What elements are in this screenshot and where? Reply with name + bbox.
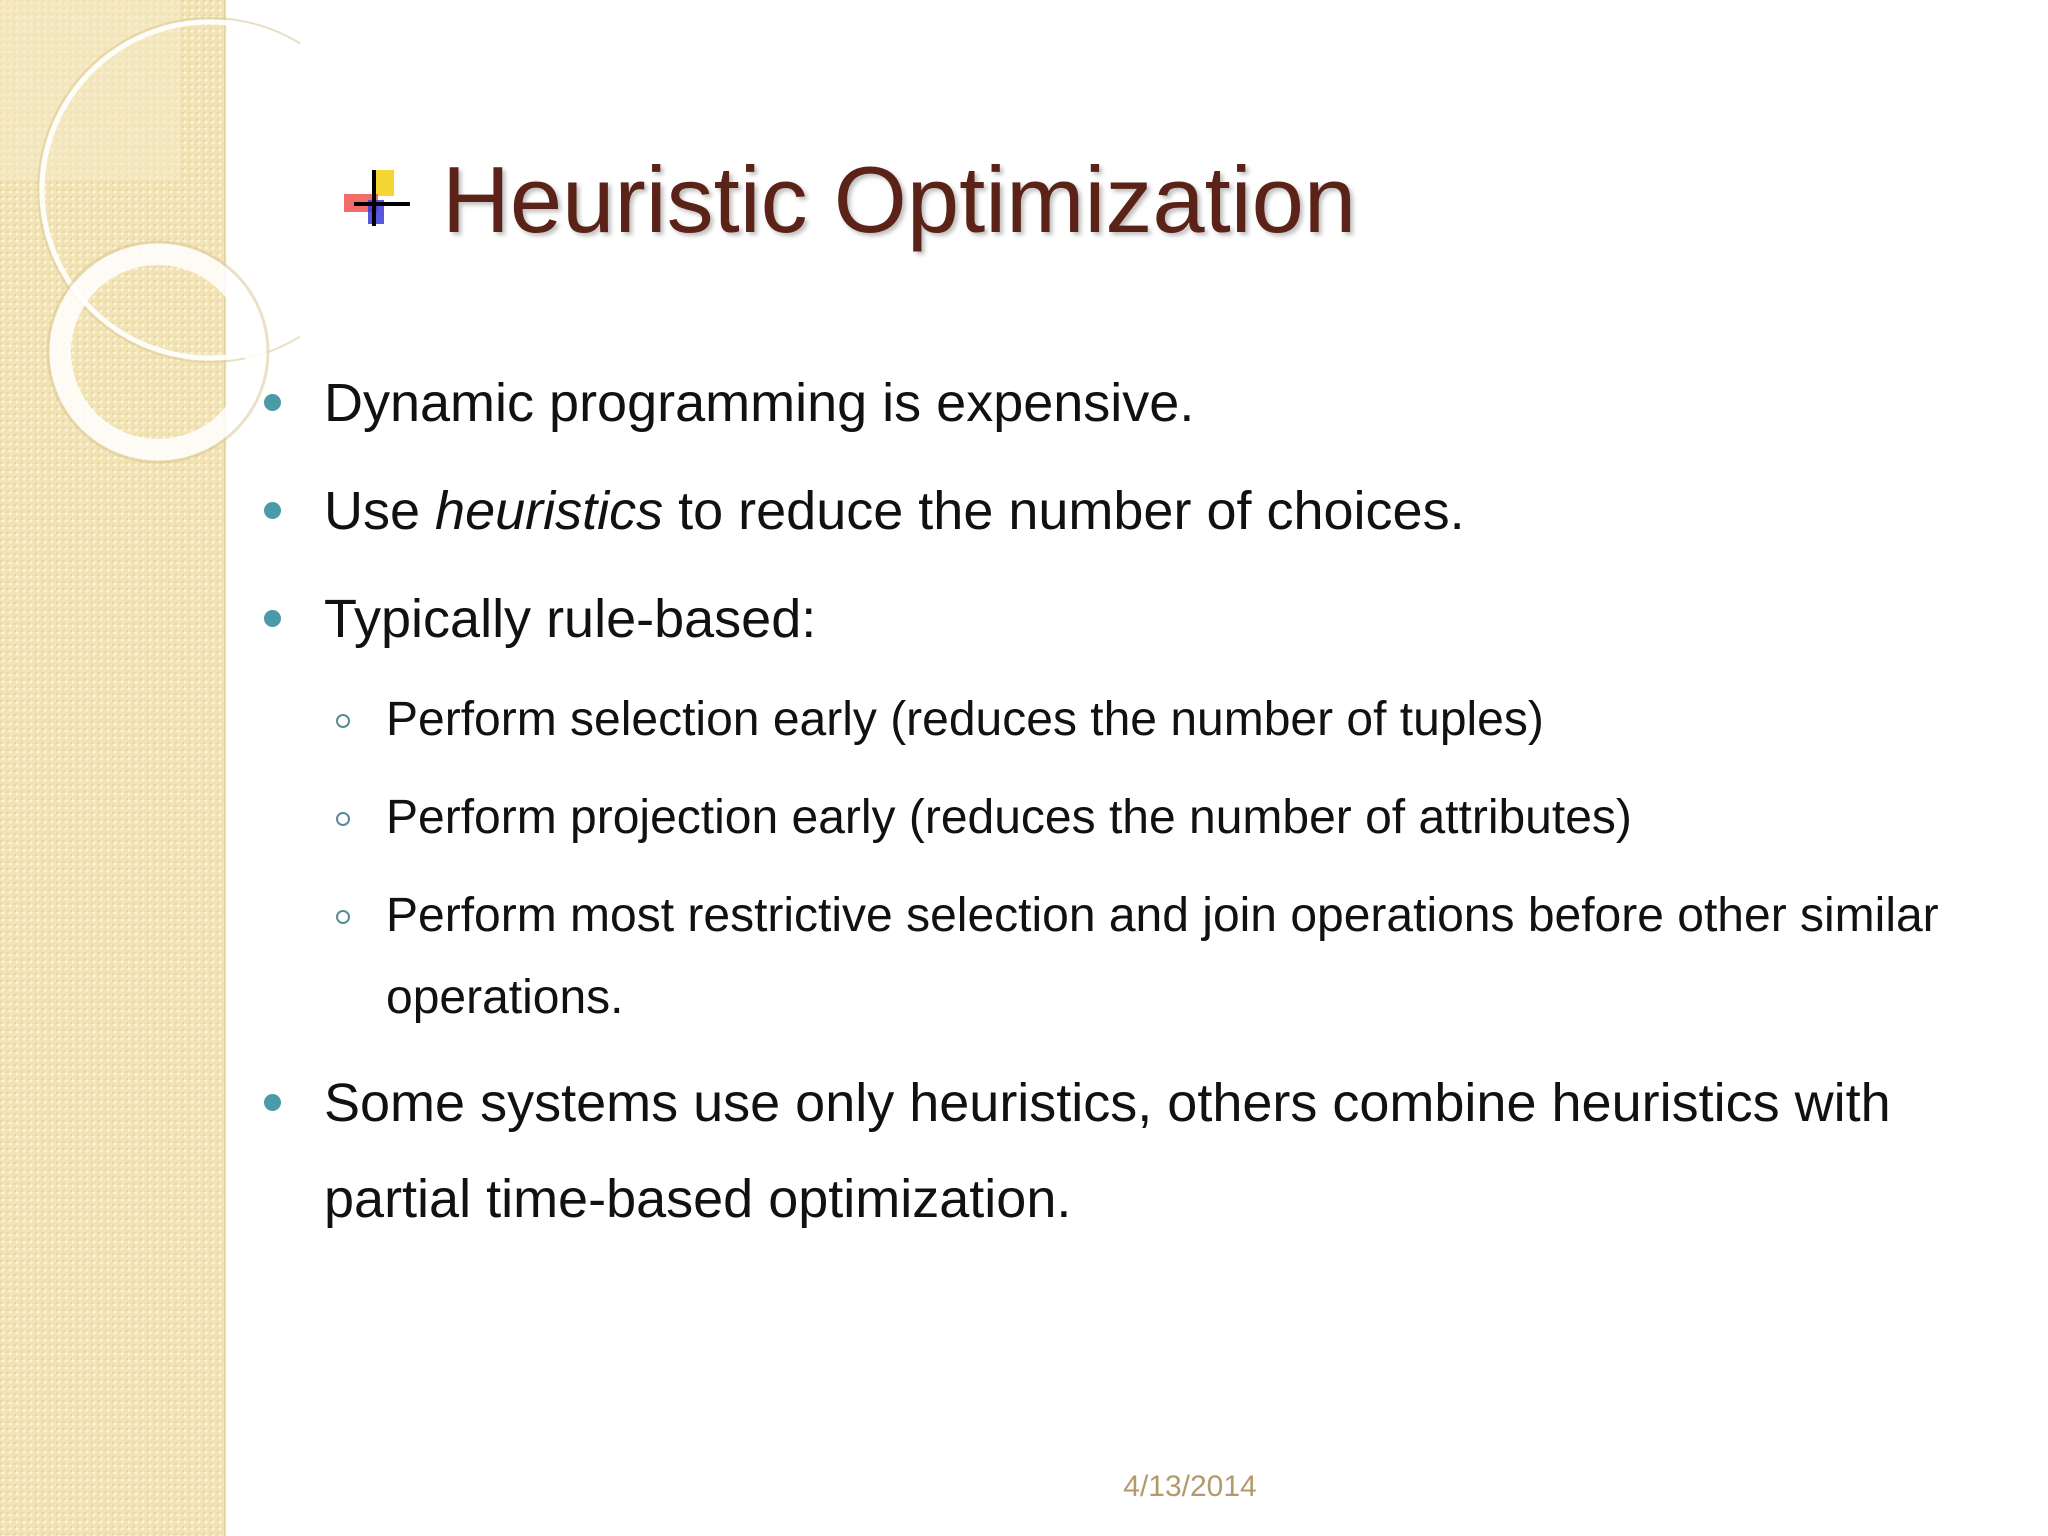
sub-bullet-text: Perform selection early (reduces the number of tuples) <box>386 693 1544 746</box>
bullet-text: Some systems use only heuristics, others combine heuristics with partial time-based optimization. <box>324 1073 1891 1229</box>
sub-bullet-item <box>258 777 1998 859</box>
bullet-text: Dynamic programming is expensive. <box>324 373 1195 433</box>
bullet-dot <box>264 610 281 627</box>
sub-bullet-text: Perform most restrictive selection and join operations before other similar operations. <box>386 889 1939 1024</box>
bullet-item <box>258 355 1998 451</box>
sub-bullet-ring <box>336 714 350 728</box>
sub-bullet-item <box>258 875 1998 1039</box>
cross-plus-icon <box>338 160 418 240</box>
slide-title-row <box>338 135 1356 265</box>
slide-content <box>258 355 1998 1259</box>
bullet-dot <box>264 1094 281 1111</box>
bullet-item <box>258 571 1998 667</box>
bullet-text-post: to reduce the number of choices. <box>663 481 1465 541</box>
sub-bullet-ring <box>336 812 350 826</box>
bullet-text: Typically rule-based: <box>324 589 817 649</box>
sub-bullet-item <box>258 679 1998 761</box>
bullet-item <box>258 1055 1998 1247</box>
footer-date: 4/13/2014 <box>1123 1470 1257 1503</box>
bullet-text-pre: Use <box>324 481 436 541</box>
bullet-dot <box>264 394 281 411</box>
sub-bullet-ring <box>336 910 350 924</box>
bullet-dot <box>264 502 281 519</box>
page-title: Heuristic Optimization <box>442 147 1357 252</box>
sub-bullet-text: Perform projection early (reduces the number of attributes) <box>386 791 1632 844</box>
bullet-text-italic: heuristics <box>435 481 664 541</box>
bullet-item <box>258 463 1998 559</box>
decorative-rings <box>0 0 300 520</box>
